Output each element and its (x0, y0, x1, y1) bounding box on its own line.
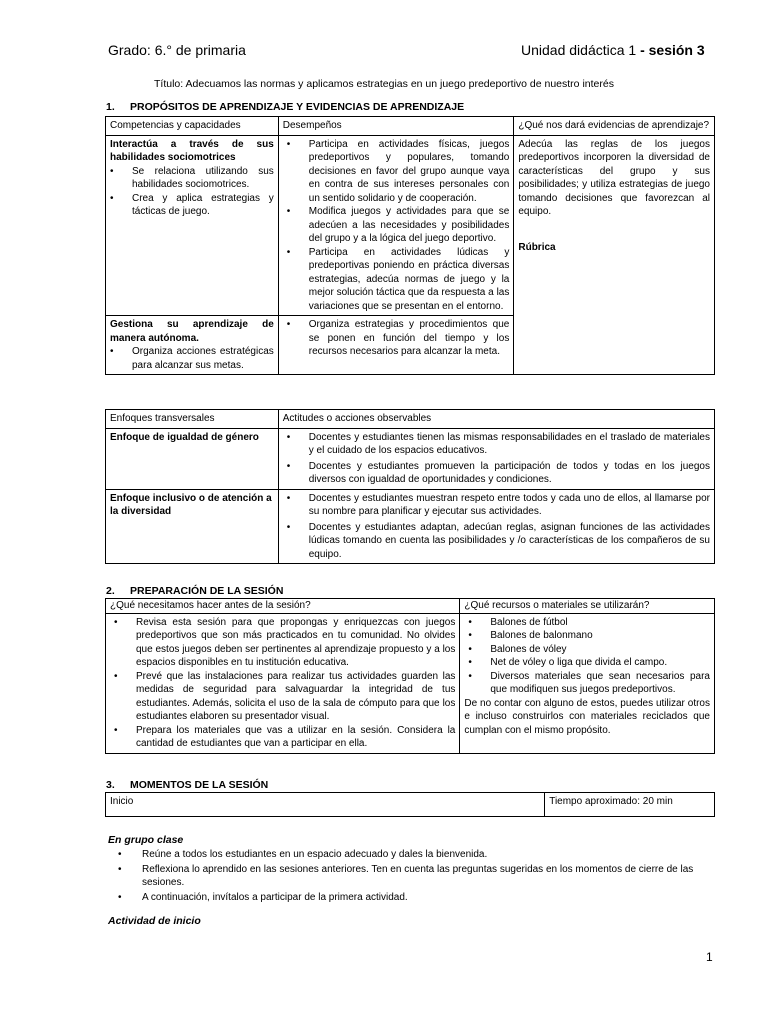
preparation-item: • Prepara los materiales que vas a utilizar en la sesión. Considera la cantidad de estudiantes que van a participar en ella. (136, 724, 455, 751)
action-item: • Docentes y estudiantes tienen las mismas responsabilidades en el traslado de materiales y el cuidado de los espacios educativos. (309, 431, 710, 458)
performance-1-cell (278, 135, 514, 316)
page-number: 1 (706, 950, 713, 964)
resource-item: • Balones de balonmano (490, 629, 710, 643)
performance-item: • Organiza estrategias y procedimientos que se ponen en función del tiempo y los recursos necesarios para alcanzar la meta. (309, 318, 510, 359)
section-2-title: PREPARACIÓN DE LA SESIÓN (130, 585, 284, 597)
unit-label: Unidad didáctica 1 (521, 42, 637, 58)
capacity-item: • Se relaciona utilizando sus habilidades sociomotrices. (132, 165, 274, 192)
approach-name: Enfoque inclusivo o de atención a la diversidad (106, 489, 279, 564)
performance-item: • Participa en actividades lúdicas y predeportivas poniendo en práctica diversas estrategias, adecúa normas de juego y la mejor solución táctica que da respuesta a las variaciones que se presentan en el entorno. (309, 246, 510, 314)
header-antes: ¿Qué necesitamos hacer antes de la sesión? (106, 599, 460, 614)
group-class-label: En grupo clase (108, 834, 184, 846)
inicio-label: Inicio (106, 793, 545, 817)
start-activity-label: Actividad de inicio (108, 915, 201, 927)
rubric-label: Rúbrica (518, 241, 556, 253)
resources-note: De no contar con alguno de estos, puedes utilizar otros e incluso construirlos con materiales reciclados que cumplan con el mismo propósito. (464, 697, 710, 736)
header-recursos: ¿Qué recursos o materiales se utilizarán? (460, 599, 715, 614)
competence-2-title: Gestiona su aprendizaje de manera autónoma. (110, 319, 274, 344)
grade-header (108, 42, 246, 58)
preparation-table (105, 598, 715, 754)
evidence-text: Adecúa las reglas de los juegos predeportivos incorporen la diversidad de características del grupo y sus posibilidades; y utiliza estrategias de juego tomando decisiones que favorezcan al equipo. (518, 138, 710, 217)
capacity-item: • Organiza acciones estratégicas para alcanzar sus metas. (132, 345, 274, 372)
section-1-heading (106, 101, 464, 113)
moments-table (105, 792, 715, 817)
section-2-heading (106, 585, 283, 597)
approach-name: Enfoque de igualdad de género (106, 428, 279, 489)
time-label: Tiempo aproximado: 20 min (545, 793, 715, 817)
resource-item: • Balones de fútbol (490, 616, 710, 630)
competence-1-cell (106, 135, 279, 316)
resource-item: • Balones de vóley (490, 643, 710, 657)
section-1-title: PROPÓSITOS DE APRENDIZAJE Y EVIDENCIAS DE APRENDIZAJE (130, 101, 465, 113)
header-competencias: Competencias y capacidades (106, 117, 279, 136)
approaches-table (105, 409, 715, 564)
list-item: • Reflexiona lo aprendido en las sesiones anteriores. Ten en cuenta las preguntas sugeridas en los momentos de cierre de las sesiones. (118, 863, 718, 889)
session-title (0, 78, 768, 90)
preparation-item: • Prevé que las instalaciones para realizar tus actividades guarden las medidas de seguridad para salvaguardar la integridad de tus estudiantes. Además, solicita el uso de la sala de cómputo para que los estudiantes elaboren su presentador visual. (136, 670, 455, 724)
start-activities-list (118, 848, 718, 906)
grade-value: 6.° de primaria (154, 42, 246, 58)
header-actitudes: Actitudes o acciones observables (278, 410, 714, 429)
header-desempenos: Desempeños (278, 117, 514, 136)
header-enfoques: Enfoques transversales (106, 410, 279, 429)
section-1-number: 1. (106, 101, 115, 113)
evidence-cell (514, 135, 715, 375)
list-item: • Reúne a todos los estudiantes en un espacio adecuado y dales la bienvenida. (118, 848, 718, 861)
section-3-title: MOMENTOS DE LA SESIÓN (130, 779, 269, 791)
section-2-number: 2. (106, 585, 115, 597)
performance-2-cell (278, 316, 514, 375)
competence-1-title: Interactúa a través de sus habilidades sociomotrices (110, 138, 274, 163)
unit-header (521, 42, 705, 58)
action-item: • Docentes y estudiantes muestran respeto entre todos y cada uno de ellos, al llamarse por su nombre para planificar y ejecutar sus actividades. (309, 492, 710, 519)
performance-item: • Participa en actividades físicas, juegos predeportivos y populares, tomando decisiones en favor del grupo aunque vaya en contra de sus intereses personales con un sentido solidario y de cooperación. (309, 138, 510, 206)
capacity-item: • Crea y aplica estrategias y tácticas de juego. (132, 192, 274, 219)
resource-item: • Net de vóley o liga que divida el campo. (490, 656, 710, 670)
title-label: Título: (154, 78, 184, 90)
competence-2-cell (106, 316, 279, 375)
section-3-number: 3. (106, 779, 115, 791)
resource-item: • Diversos materiales que sean necesarios para que modifiquen sus juegos predeportivos. (490, 670, 710, 697)
preparation-item: • Revisa esta sesión para que propongas y enriquezcas con juegos predeportivos que son más practicados en tu comunidad. No olvides que estos juegos deben ser pertinentes al aprendizaje propuesto y a los espacios disponibles en tu institución educativa. (136, 616, 455, 670)
performance-item: • Modifica juegos y actividades para que se adecúen a las necesidades y posibilidades del grupo y a la lógica del juego deportivo. (309, 205, 510, 246)
header-evidencias: ¿Qué nos dará evidencias de aprendizaje? (514, 117, 715, 136)
list-item: • A continuación, invítalos a participar de la primera actividad. (118, 891, 718, 904)
action-item: • Docentes y estudiantes promueven la participación de todos y todas en los juegos diversos con igualdad de oportunidades y condiciones. (309, 460, 710, 487)
resources-cell (460, 613, 715, 753)
title-text: Adecuamos las normas y aplicamos estrategias en un juego predeportivo de nuestro interés (185, 78, 614, 90)
session-label: - sesión 3 (640, 42, 705, 58)
action-item: • Docentes y estudiantes adaptan, adecúan reglas, asignan funciones de las actividades lúdicas tomando en cuenta las posibilidades y /o características de los compañeros de su equipo. (309, 521, 710, 562)
approach-actions (278, 489, 714, 564)
section-3-heading (106, 779, 268, 791)
purposes-table (105, 116, 715, 375)
grade-label: Grado: (108, 42, 151, 58)
approach-actions (278, 428, 714, 489)
before-session-cell (106, 613, 460, 753)
